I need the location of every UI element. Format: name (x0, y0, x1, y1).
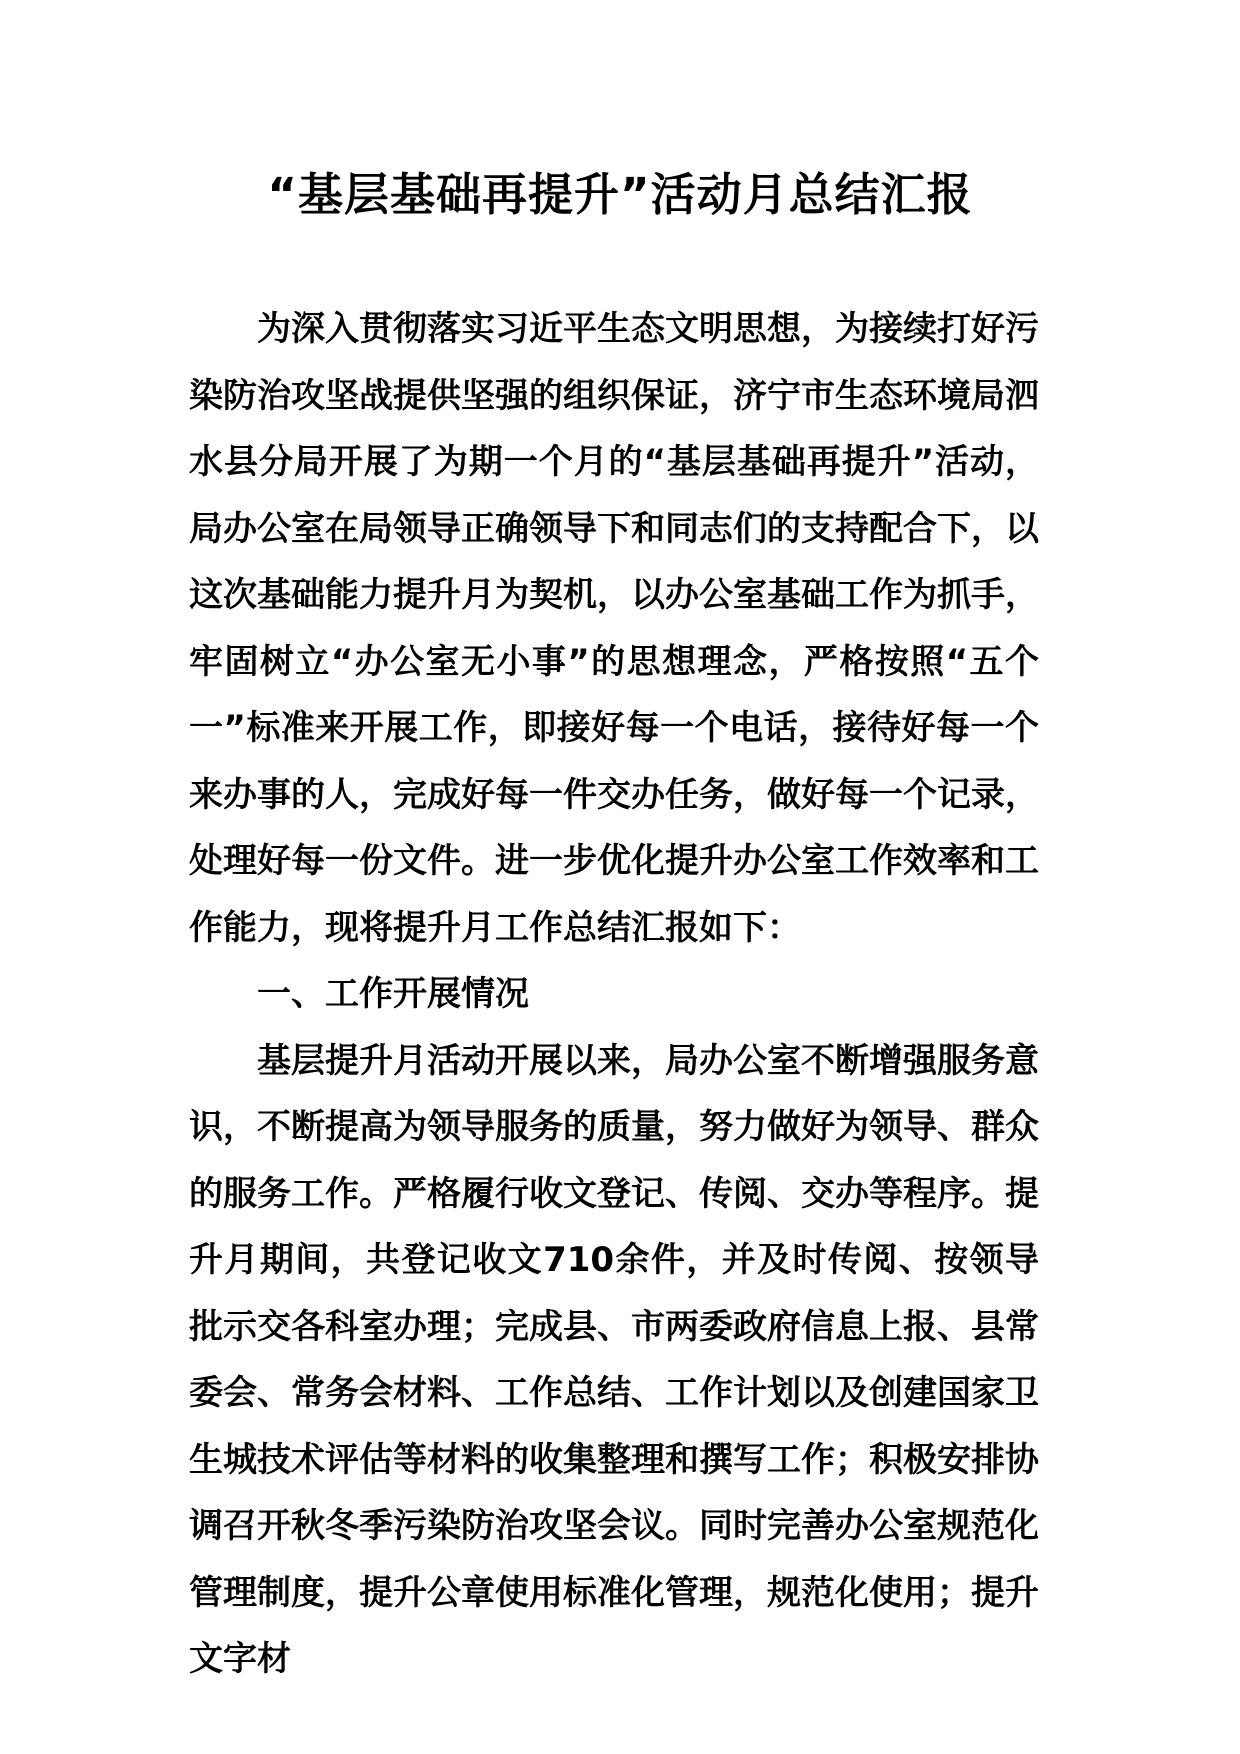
section-heading: 一、工作开展情况 (257, 974, 529, 1014)
document-title: “基层基础再提升”活动月总结汇报 (267, 168, 973, 221)
intro-paragraph: 为深入贯彻落实习近平生态文明思想，为接续打好污染防治攻坚战提供坚强的组织保证，济宁市生态环境局泗水县分局开展了为期一个月的“基层基础再提升”活动，局办公室在局领导正确领导下和同志们的支持配合下，以这次基础能力提升月为契机，以办公室基础工作为抓手，牢固树立“办公室无小事”的思想理念，严格按照“五个一”标准来开展工作，即接好每一个电话，接待好每一个来办事的人，完成好每一件交办任务，做好每一个记录，处理好每一份文件。进一步优化提升办公室工作效率和工作能力，现将提升月工作总结汇报如下： (189, 309, 1039, 948)
section-paragraph: 基层提升月活动开展以来，局办公室不断增强服务意识，不断提高为领导服务的质量，努力做好为领导、群众的服务工作。严格履行收文登记、传阅、交办等程序。提升月期间，共登记收文710余件，并及时传阅、按领导批示交各科室办理；完成县、市两委政府信息上报、县常委会、常务会材料、工作总结、工作计划以及创建国家卫生城技术评估等材料的收集整理和撰写工作；积极安排协调召开秋冬季污染防治攻坚会议。同时完善办公室规范化管理制度，提升公章使用标准化管理，规范化使用；提升文字材 (189, 1040, 1039, 1679)
document-body (189, 296, 1039, 1693)
